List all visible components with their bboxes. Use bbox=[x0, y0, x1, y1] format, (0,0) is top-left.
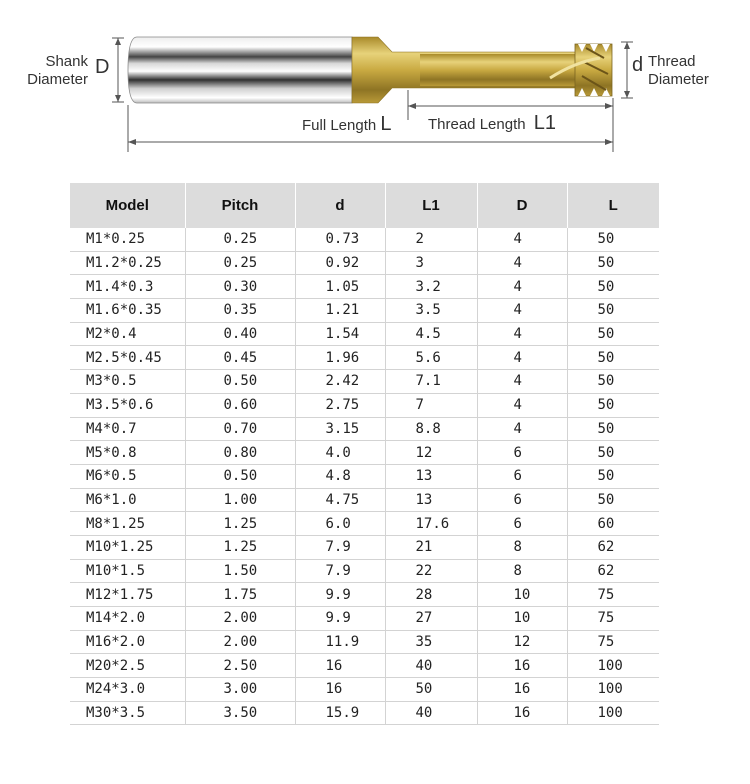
full-length-cell: 50 bbox=[567, 251, 659, 275]
thread-diameter-cell: 7.9 bbox=[295, 559, 385, 583]
thread-mill-drawing bbox=[0, 0, 750, 160]
full-length-cell: 50 bbox=[567, 322, 659, 346]
pitch-cell: 1.25 bbox=[185, 535, 295, 559]
table-row bbox=[70, 251, 659, 275]
shank-diameter-cell: 8 bbox=[477, 535, 567, 559]
full-length-cell: 50 bbox=[567, 488, 659, 512]
thread-label-line1: Thread bbox=[648, 53, 696, 70]
thread-diameter-cell: 1.05 bbox=[295, 275, 385, 299]
full-length-cell: 100 bbox=[567, 701, 659, 725]
pitch-cell: 0.50 bbox=[185, 370, 295, 394]
thread-diameter-cell: 9.9 bbox=[295, 583, 385, 607]
thread-length-cell: 3.5 bbox=[385, 299, 477, 323]
thread-diameter-cell: 4.75 bbox=[295, 488, 385, 512]
shank-diameter-cell: 16 bbox=[477, 654, 567, 678]
shank-label-line2: Diameter bbox=[27, 71, 88, 88]
model-cell: M1.2*0.25 bbox=[70, 251, 185, 275]
pitch-cell: 0.35 bbox=[185, 299, 295, 323]
full-length-cell: 50 bbox=[567, 346, 659, 370]
model-cell: M2*0.4 bbox=[70, 322, 185, 346]
full-length-cell: 62 bbox=[567, 559, 659, 583]
table-row bbox=[70, 488, 659, 512]
full-length-cell: 75 bbox=[567, 630, 659, 654]
thread-diameter-cell: 1.21 bbox=[295, 299, 385, 323]
shank-diameter-cell: 10 bbox=[477, 583, 567, 607]
thread-length-cell: 7.1 bbox=[385, 370, 477, 394]
thread-length-cell: 21 bbox=[385, 535, 477, 559]
shank-body bbox=[128, 37, 352, 103]
shank-diameter-cell: 8 bbox=[477, 559, 567, 583]
full-length-cell: 50 bbox=[567, 417, 659, 441]
shank-diameter-cell: 4 bbox=[477, 275, 567, 299]
pitch-cell: 0.40 bbox=[185, 322, 295, 346]
full-length-cell: 50 bbox=[567, 228, 659, 251]
thread-diameter-cell: 0.73 bbox=[295, 228, 385, 251]
thread-diameter-cell: 0.92 bbox=[295, 251, 385, 275]
shank-diameter-cell: 6 bbox=[477, 441, 567, 465]
table-row bbox=[70, 441, 659, 465]
thread-length-cell: 3 bbox=[385, 251, 477, 275]
pitch-cell: 2.50 bbox=[185, 654, 295, 678]
shank-label bbox=[22, 53, 88, 89]
full-length-cell: 50 bbox=[567, 441, 659, 465]
model-cell: M3*0.5 bbox=[70, 370, 185, 394]
table-row bbox=[70, 346, 659, 370]
header-full-length: L bbox=[567, 183, 659, 228]
table-row bbox=[70, 535, 659, 559]
thread-diameter-cell: 2.75 bbox=[295, 393, 385, 417]
pitch-cell: 0.70 bbox=[185, 417, 295, 441]
thread-length-cell: 4.5 bbox=[385, 322, 477, 346]
pitch-cell: 1.50 bbox=[185, 559, 295, 583]
table-row bbox=[70, 678, 659, 702]
table-header-row bbox=[70, 183, 659, 228]
thread-length-text: Thread Length bbox=[428, 116, 526, 133]
model-cell: M2.5*0.45 bbox=[70, 346, 185, 370]
thread-diameter-cell: 4.0 bbox=[295, 441, 385, 465]
thread-length-cell: 7 bbox=[385, 393, 477, 417]
shank-diameter-cell: 12 bbox=[477, 630, 567, 654]
shank-diameter-cell: 4 bbox=[477, 228, 567, 251]
header-shank-diameter: D bbox=[477, 183, 567, 228]
thread-diameter-cell: 9.9 bbox=[295, 607, 385, 631]
pitch-cell: 0.30 bbox=[185, 275, 295, 299]
full-length-cell: 50 bbox=[567, 464, 659, 488]
header-thread-length: L1 bbox=[385, 183, 477, 228]
shank-diameter-cell: 10 bbox=[477, 607, 567, 631]
thread-length-cell: 35 bbox=[385, 630, 477, 654]
full-length-cell: 62 bbox=[567, 535, 659, 559]
thread-diameter-cell: 16 bbox=[295, 654, 385, 678]
thread-length-cell: 8.8 bbox=[385, 417, 477, 441]
table-row bbox=[70, 701, 659, 725]
shank-diameter-cell: 16 bbox=[477, 678, 567, 702]
table-body bbox=[70, 228, 659, 725]
thread-diameter-cell: 11.9 bbox=[295, 630, 385, 654]
thread-symbol: d bbox=[632, 54, 644, 76]
model-cell: M5*0.8 bbox=[70, 441, 185, 465]
thread-label bbox=[648, 53, 709, 89]
pitch-cell: 1.75 bbox=[185, 583, 295, 607]
pitch-cell: 0.60 bbox=[185, 393, 295, 417]
table-row bbox=[70, 275, 659, 299]
thread-length-cell: 5.6 bbox=[385, 346, 477, 370]
model-cell: M8*1.25 bbox=[70, 512, 185, 536]
model-cell: M12*1.75 bbox=[70, 583, 185, 607]
table-row bbox=[70, 654, 659, 678]
model-cell: M20*2.5 bbox=[70, 654, 185, 678]
shank-diameter-cell: 16 bbox=[477, 701, 567, 725]
thread-length-cell: 27 bbox=[385, 607, 477, 631]
table-row bbox=[70, 512, 659, 536]
shank-diameter-cell: 4 bbox=[477, 299, 567, 323]
pitch-cell: 2.00 bbox=[185, 607, 295, 631]
table-row bbox=[70, 322, 659, 346]
model-cell: M4*0.7 bbox=[70, 417, 185, 441]
pitch-cell: 1.25 bbox=[185, 512, 295, 536]
table-row bbox=[70, 370, 659, 394]
thread-length-label bbox=[428, 114, 556, 134]
full-length-cell: 100 bbox=[567, 678, 659, 702]
thread-diameter-cell: 3.15 bbox=[295, 417, 385, 441]
pitch-cell: 0.50 bbox=[185, 464, 295, 488]
thread-length-symbol: L1 bbox=[533, 112, 556, 134]
shank-diameter-cell: 4 bbox=[477, 251, 567, 275]
model-cell: M10*1.5 bbox=[70, 559, 185, 583]
spec-table bbox=[70, 183, 659, 725]
pitch-cell: 0.25 bbox=[185, 251, 295, 275]
thread-length-cell: 28 bbox=[385, 583, 477, 607]
shank-diameter-cell: 6 bbox=[477, 488, 567, 512]
thread-label-line2: Diameter bbox=[648, 71, 709, 88]
thread-diameter-cell: 2.42 bbox=[295, 370, 385, 394]
full-length-cell: 50 bbox=[567, 393, 659, 417]
full-length-label bbox=[302, 115, 392, 135]
full-length-cell: 50 bbox=[567, 299, 659, 323]
thread-length-cell: 22 bbox=[385, 559, 477, 583]
full-length-text: Full Length bbox=[302, 117, 377, 134]
model-cell: M6*1.0 bbox=[70, 488, 185, 512]
thread-diameter-cell: 7.9 bbox=[295, 535, 385, 559]
model-cell: M6*0.5 bbox=[70, 464, 185, 488]
full-length-cell: 100 bbox=[567, 654, 659, 678]
pitch-cell: 3.00 bbox=[185, 678, 295, 702]
shank-diameter-cell: 6 bbox=[477, 512, 567, 536]
model-cell: M1.6*0.35 bbox=[70, 299, 185, 323]
shank-diameter-cell: 6 bbox=[477, 464, 567, 488]
shank-diameter-cell: 4 bbox=[477, 393, 567, 417]
shank-symbol: D bbox=[95, 56, 110, 78]
table-row bbox=[70, 299, 659, 323]
thread-length-cell: 3.2 bbox=[385, 275, 477, 299]
table-row bbox=[70, 630, 659, 654]
model-cell: M3.5*0.6 bbox=[70, 393, 185, 417]
thread-length-cell: 50 bbox=[385, 678, 477, 702]
shank-diameter-cell: 4 bbox=[477, 417, 567, 441]
thread-diameter-cell: 1.54 bbox=[295, 322, 385, 346]
pitch-cell: 0.45 bbox=[185, 346, 295, 370]
thread-length-cell: 40 bbox=[385, 654, 477, 678]
thread-length-cell: 13 bbox=[385, 464, 477, 488]
pitch-cell: 3.50 bbox=[185, 701, 295, 725]
header-pitch: Pitch bbox=[185, 183, 295, 228]
table-row bbox=[70, 559, 659, 583]
header-model: Model bbox=[70, 183, 185, 228]
full-length-cell: 60 bbox=[567, 512, 659, 536]
pitch-cell: 0.80 bbox=[185, 441, 295, 465]
neck bbox=[420, 54, 575, 86]
thread-diameter-cell: 15.9 bbox=[295, 701, 385, 725]
thread-length-cell: 13 bbox=[385, 488, 477, 512]
shank-diameter-cell: 4 bbox=[477, 322, 567, 346]
thread-length-cell: 40 bbox=[385, 701, 477, 725]
pitch-cell: 0.25 bbox=[185, 228, 295, 251]
model-cell: M30*3.5 bbox=[70, 701, 185, 725]
full-length-cell: 75 bbox=[567, 607, 659, 631]
table-row bbox=[70, 417, 659, 441]
model-cell: M10*1.25 bbox=[70, 535, 185, 559]
model-cell: M24*3.0 bbox=[70, 678, 185, 702]
thread-diameter-cell: 16 bbox=[295, 678, 385, 702]
thread-diameter-cell: 6.0 bbox=[295, 512, 385, 536]
table-row bbox=[70, 228, 659, 251]
full-length-symbol: L bbox=[380, 113, 392, 135]
tool-diagram bbox=[0, 0, 750, 160]
pitch-cell: 2.00 bbox=[185, 630, 295, 654]
shank-diameter-cell: 4 bbox=[477, 370, 567, 394]
shank-label-line1: Shank bbox=[45, 53, 88, 70]
thread-length-cell: 12 bbox=[385, 441, 477, 465]
thread-length-cell: 2 bbox=[385, 228, 477, 251]
full-length-cell: 75 bbox=[567, 583, 659, 607]
full-length-cell: 50 bbox=[567, 370, 659, 394]
table-row bbox=[70, 607, 659, 631]
model-cell: M1.4*0.3 bbox=[70, 275, 185, 299]
thread-diameter-cell: 1.96 bbox=[295, 346, 385, 370]
model-cell: M1*0.25 bbox=[70, 228, 185, 251]
model-cell: M16*2.0 bbox=[70, 630, 185, 654]
header-thread-diameter: d bbox=[295, 183, 385, 228]
table-row bbox=[70, 464, 659, 488]
full-length-cell: 50 bbox=[567, 275, 659, 299]
model-cell: M14*2.0 bbox=[70, 607, 185, 631]
shank-diameter-cell: 4 bbox=[477, 346, 567, 370]
thread-length-cell: 17.6 bbox=[385, 512, 477, 536]
pitch-cell: 1.00 bbox=[185, 488, 295, 512]
table-row bbox=[70, 583, 659, 607]
thread-diameter-cell: 4.8 bbox=[295, 464, 385, 488]
table-row bbox=[70, 393, 659, 417]
